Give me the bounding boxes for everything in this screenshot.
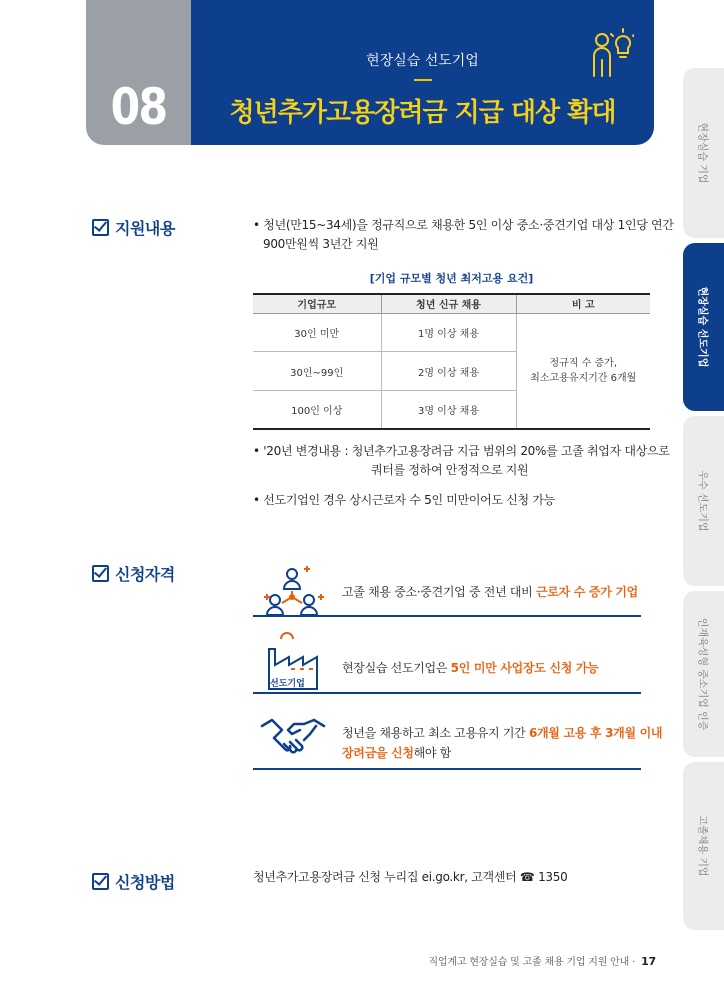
table-header: 청년 신규 채용 (381, 294, 516, 313)
table-caption: [기업 규모별 청년 최저고용 요건] (369, 272, 534, 285)
highlight-text: 근로자 수 증가 기업 (535, 585, 638, 599)
support-heading-label: 지원내용 (115, 219, 175, 238)
method-heading (92, 870, 175, 893)
table-note-line-2: 최소고용유지기간 6개월 (530, 372, 637, 384)
table-header: 기업규모 (253, 294, 381, 313)
qualification-text: 고졸 채용 중소·중견기업 중 전년 대비 (342, 585, 536, 599)
side-tab-talent-certification[interactable] (683, 591, 724, 757)
footer-text: 직업계고 현장실습 및 고졸 채용 기업 지원 안내 · (428, 957, 636, 968)
table-note-cell (516, 313, 650, 429)
page-title: 청년추가고용장려금 지급 대상 확대 (229, 98, 616, 128)
qualification-text: 청년을 채용하고 최소 고용유지 기간 (342, 726, 529, 740)
method-text: 청년추가고용장려금 신청 누리집 ei.go.kr, 고객센터 ☎ 1350 (253, 870, 568, 884)
qualification-divider (253, 768, 641, 770)
page-number: 17 (641, 955, 656, 968)
side-tab-field-practice[interactable] (683, 68, 724, 238)
qualification-text-1 (342, 582, 638, 602)
highlight-text: 장려금을 신청 (342, 746, 414, 760)
support-bullet-3: • 선도기업인 경우 상시근로자 수 5인 미만이어도 신청 가능 (253, 493, 555, 507)
section-number: 08 (110, 78, 167, 136)
header-subtitle: 현장실습 선도기업 (366, 53, 479, 69)
table-cell: 1명 이상 채용 (381, 313, 516, 352)
header-divider (414, 79, 432, 81)
qualification-divider (253, 615, 641, 617)
factory-icon-label: 선도기업 (270, 679, 305, 689)
table-header: 비 고 (516, 294, 650, 313)
support-bullet-1-line-2: 900만원씩 3년간 지원 (263, 237, 379, 251)
table-cell: 3명 이상 채용 (381, 390, 516, 429)
requirement-table (253, 293, 650, 430)
support-bullet-2-line-2: 쿼터를 정하여 안정적으로 지원 (371, 463, 529, 477)
qualification-text: 현장실습 선도기업은 (342, 661, 451, 675)
table-note-line-1: 정규직 수 증가, (549, 357, 617, 369)
qualification-text-3 (342, 723, 662, 763)
support-heading (92, 216, 175, 239)
checkbox-icon (92, 219, 109, 236)
qualification-heading-label: 신청자격 (115, 565, 175, 584)
qualification-text: 해야 함 (413, 746, 452, 760)
side-tab-label: 인재육성형 중소기업 인증 (696, 617, 707, 731)
table-row (253, 313, 650, 352)
qualification-divider (253, 692, 641, 694)
highlight-text: 6개월 고용 후 3개월 이내 (528, 726, 663, 740)
table-cell: 30인~99인 (253, 352, 381, 391)
side-tab-label: 현장실습 선도기업 (696, 286, 707, 368)
qualification-heading (92, 562, 175, 585)
table-cell: 30인 미만 (253, 313, 381, 352)
highlight-text: 5인 미만 사업장도 신청 가능 (450, 661, 599, 675)
page-footer (429, 953, 656, 968)
side-tab-label: 고졸채용 기업 (696, 815, 707, 877)
side-tab-graduate-hiring[interactable] (683, 762, 724, 930)
table-cell: 100인 이상 (253, 390, 381, 429)
table-cell: 2명 이상 채용 (381, 352, 516, 391)
support-bullet-2-line-1: • '20년 변경내용 : 청년추가고용장려금 지급 범위의 20%를 고졸 취업자 대상으로 (253, 444, 670, 458)
support-bullet-1-line-1: • 청년(만15~34세)을 정규직으로 채용한 5인 이상 중소·중견기업 대상 1인당 연간 (253, 218, 674, 232)
checkbox-icon (92, 565, 109, 582)
person-lightbulb-icon (588, 26, 634, 78)
handshake-icon (260, 714, 326, 756)
side-tab-leading-company[interactable] (683, 243, 724, 411)
method-heading-label: 신청방법 (115, 873, 175, 892)
side-tab-label: 우수 선도기업 (696, 470, 707, 532)
checkbox-icon (92, 873, 109, 890)
side-tab-label: 현장실습 기업 (696, 122, 707, 184)
side-tab-excellent-company[interactable] (683, 416, 724, 586)
qualification-text-2 (342, 658, 598, 678)
people-network-icon (262, 563, 326, 617)
